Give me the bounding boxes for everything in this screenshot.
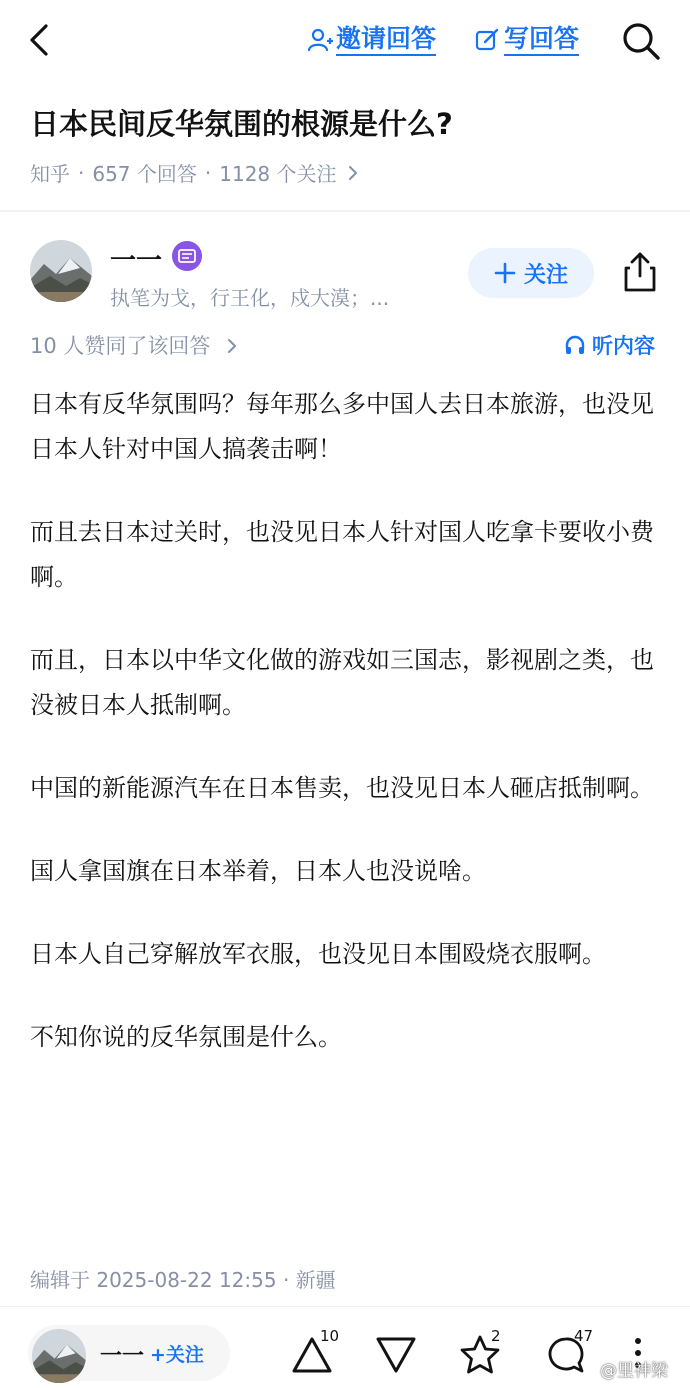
agree-text: 10 人赞同了该回答 <box>30 334 211 358</box>
question-source: 知乎 <box>30 162 70 186</box>
follow-button[interactable] <box>468 248 594 298</box>
separator-dot: · <box>78 160 85 185</box>
comment-count: 47 <box>574 1327 594 1345</box>
edit-icon <box>474 27 500 53</box>
answer-count: 657 个回答 <box>92 162 197 186</box>
listen-label: 听内容 <box>592 334 655 358</box>
follow-label: 关注 <box>523 262 568 288</box>
headphones-icon <box>564 334 586 356</box>
downvote-button[interactable] <box>374 1333 418 1377</box>
favorite-count: 2 <box>491 1327 501 1345</box>
answer-paragraph: 而且，日本以中华文化做的游戏如三国志，影视剧之类，也没被日本人抵制啊。 <box>30 646 654 719</box>
answer-content <box>30 382 662 1098</box>
chevron-right-icon <box>343 163 363 183</box>
listen-button[interactable] <box>564 330 655 360</box>
bottom-action-bar <box>0 1306 690 1388</box>
question-title[interactable]: 日本民间反华氛围的根源是什么? <box>30 107 453 141</box>
agree-count[interactable] <box>30 330 241 360</box>
question-meta[interactable] <box>30 158 363 187</box>
upvote-count: 10 <box>320 1327 340 1345</box>
answer-paragraph: 日本人自己穿解放军衣服，也没见日本围殴烧衣服啊。 <box>30 940 606 968</box>
answer-paragraph: 日本有反华氛围吗？每年那么多中国人去日本旅游，也没见日本人针对中国人搞袭击啊！ <box>30 390 654 463</box>
author-pill[interactable] <box>28 1325 230 1381</box>
avatar-image <box>30 240 92 302</box>
write-answer-label: 写回答 <box>504 24 579 56</box>
top-bar <box>0 0 690 82</box>
avatar[interactable] <box>30 240 92 302</box>
write-answer-button[interactable] <box>474 22 579 58</box>
invite-answer-label: 邀请回答 <box>336 24 436 56</box>
invite-user-icon <box>306 26 334 54</box>
search-button[interactable] <box>620 20 662 62</box>
invite-answer-button[interactable] <box>306 22 436 58</box>
watermark: @里神梁 <box>600 1361 668 1381</box>
answer-paragraph: 中国的新能源汽车在日本售卖，也没见日本人砸店抵制啊。 <box>30 774 654 802</box>
answer-paragraph: 不知你说的反华氛围是什么。 <box>30 1023 342 1051</box>
chevron-left-icon <box>22 20 58 60</box>
answer-paragraph: 而且去日本过关时，也没见日本人针对国人吃拿卡要收小费啊。 <box>30 518 654 591</box>
follower-count: 1128 个关注 <box>219 162 337 186</box>
pill-author-name: 一一 <box>100 1344 145 1369</box>
author-name[interactable]: 一一 <box>110 246 163 276</box>
avatar-image <box>32 1329 86 1383</box>
edit-info: 编辑于 2025-08-22 12:55 · 新疆 <box>30 1268 336 1292</box>
share-button[interactable] <box>620 250 660 294</box>
search-icon <box>620 20 662 62</box>
back-button[interactable] <box>22 20 58 60</box>
separator-dot: · <box>204 160 212 185</box>
pill-follow-button[interactable]: +关注 <box>150 1344 204 1366</box>
avatar[interactable] <box>32 1329 86 1383</box>
creator-badge-icon <box>172 241 202 271</box>
author-bio: 执笔为戈，行王化，戍大漠；... <box>110 286 390 310</box>
plus-icon <box>494 262 516 284</box>
section-divider <box>0 210 690 212</box>
downvote-triangle-icon <box>374 1333 418 1377</box>
share-icon <box>620 250 660 294</box>
answer-paragraph: 国人拿国旗在日本举着，日本人也没说啥。 <box>30 857 486 885</box>
chevron-right-icon <box>223 337 241 355</box>
